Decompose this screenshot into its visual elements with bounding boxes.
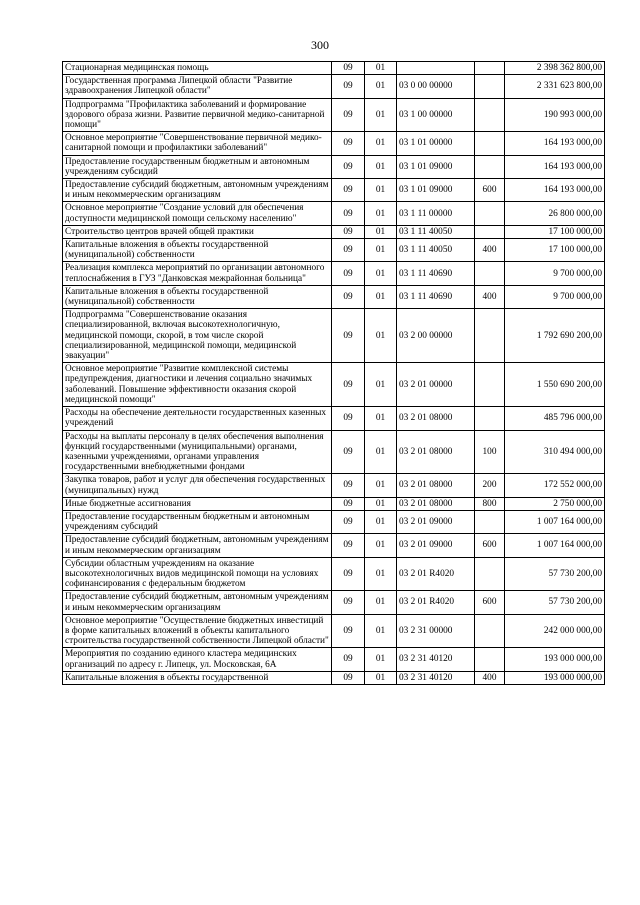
row-type-cell <box>475 648 505 671</box>
row-name-cell: Субсидии областным учреждениям на оказание высокотехнологичных видов медицинской помощи на условиях софинансирования с федеральным бюджетом <box>63 557 332 591</box>
row-amount-cell: 242 000 000,00 <box>505 614 605 648</box>
row-section-cell: 09 <box>332 309 365 363</box>
table-row <box>63 648 605 671</box>
row-amount-cell: 2 331 623 800,00 <box>505 75 605 98</box>
row-code-cell: 03 1 11 40050 <box>397 225 475 238</box>
row-subsection-cell: 01 <box>365 497 397 510</box>
row-name-cell: Предоставление государственным бюджетным и автономным учреждениям субсидий <box>63 155 332 178</box>
row-section-cell: 09 <box>332 648 365 671</box>
row-code-cell: 03 2 01 R4020 <box>397 557 475 591</box>
budget-table-body <box>63 62 605 685</box>
row-section-cell: 09 <box>332 557 365 591</box>
row-subsection-cell: 01 <box>365 202 397 225</box>
row-amount-cell: 2 398 362 800,00 <box>505 62 605 75</box>
row-amount-cell: 193 000 000,00 <box>505 648 605 671</box>
table-row <box>63 557 605 591</box>
row-section-cell: 09 <box>332 614 365 648</box>
row-type-cell <box>475 62 505 75</box>
row-name-cell: Стационарная медицинская помощь <box>63 62 332 75</box>
row-subsection-cell: 01 <box>365 132 397 155</box>
row-amount-cell: 2 750 000,00 <box>505 497 605 510</box>
row-type-cell <box>475 510 505 533</box>
row-amount-cell: 172 552 000,00 <box>505 474 605 497</box>
row-code-cell: 03 2 01 08000 <box>397 474 475 497</box>
row-type-cell: 100 <box>475 430 505 474</box>
row-code-cell: 03 1 11 00000 <box>397 202 475 225</box>
row-section-cell: 09 <box>332 285 365 308</box>
row-amount-cell: 485 796 000,00 <box>505 407 605 430</box>
row-type-cell <box>475 75 505 98</box>
row-amount-cell: 17 100 000,00 <box>505 239 605 262</box>
row-code-cell: 03 1 11 40690 <box>397 262 475 285</box>
row-section-cell: 09 <box>332 262 365 285</box>
row-subsection-cell: 01 <box>365 75 397 98</box>
table-row <box>63 614 605 648</box>
row-name-cell: Закупка товаров, работ и услуг для обеспечения государственных (муниципальных) нужд <box>63 474 332 497</box>
row-section-cell: 09 <box>332 430 365 474</box>
row-code-cell: 03 2 01 00000 <box>397 363 475 407</box>
row-type-cell: 600 <box>475 179 505 202</box>
row-type-cell <box>475 202 505 225</box>
row-code-cell: 03 2 01 08000 <box>397 497 475 510</box>
row-section-cell: 09 <box>332 591 365 614</box>
row-amount-cell: 1 007 164 000,00 <box>505 534 605 557</box>
row-name-cell: Подпрограмма "Совершенствование оказания специализированной, включая высокотехнологичную, медицинской помощи, скорой, в том числе скорой специализированной, медицинской помощи, медицинской эвакуации" <box>63 309 332 363</box>
row-subsection-cell: 01 <box>365 155 397 178</box>
row-name-cell: Расходы на выплаты персоналу в целях обеспечения выполнения функций государственными (муниципальными) органами, казенными учреждениями, органами управления государственными внебюджетными фондами <box>63 430 332 474</box>
row-code-cell: 03 2 01 R4020 <box>397 591 475 614</box>
table-row <box>63 474 605 497</box>
row-amount-cell: 310 494 000,00 <box>505 430 605 474</box>
row-name-cell: Подпрограмма "Профилактика заболеваний и формирование здорового образа жизни. Развитие первичной медико-санитарной помощи" <box>63 98 332 132</box>
row-name-cell: Расходы на обеспечение деятельности государственных казенных учреждений <box>63 407 332 430</box>
row-name-cell: Капитальные вложения в объекты государственной <box>63 671 332 684</box>
row-subsection-cell: 01 <box>365 430 397 474</box>
row-section-cell: 09 <box>332 534 365 557</box>
row-amount-cell: 1 792 690 200,00 <box>505 309 605 363</box>
row-name-cell: Предоставление субсидий бюджетным, автономным учреждениям и иным некоммерческим организациям <box>63 534 332 557</box>
table-row <box>63 430 605 474</box>
row-name-cell: Основное мероприятие "Осуществление бюджетных инвестиций в форме капитальных вложений в объекты капитального строительства государственной собственности Липецкой области" <box>63 614 332 648</box>
row-amount-cell: 164 193 000,00 <box>505 155 605 178</box>
row-section-cell: 09 <box>332 179 365 202</box>
row-amount-cell: 193 000 000,00 <box>505 671 605 684</box>
row-name-cell: Капитальные вложения в объекты государственной (муниципальной) собственности <box>63 285 332 308</box>
row-code-cell: 03 2 31 40120 <box>397 648 475 671</box>
row-name-cell: Капитальные вложения в объекты государственной (муниципальной) собственности <box>63 239 332 262</box>
row-name-cell: Строительство центров врачей общей практики <box>63 225 332 238</box>
row-type-cell <box>475 225 505 238</box>
row-amount-cell: 9 700 000,00 <box>505 262 605 285</box>
row-section-cell: 09 <box>332 510 365 533</box>
row-code-cell: 03 1 01 09000 <box>397 155 475 178</box>
row-code-cell: 03 1 11 40690 <box>397 285 475 308</box>
row-amount-cell: 190 993 000,00 <box>505 98 605 132</box>
row-type-cell <box>475 262 505 285</box>
row-section-cell: 09 <box>332 225 365 238</box>
row-amount-cell: 9 700 000,00 <box>505 285 605 308</box>
row-section-cell: 09 <box>332 497 365 510</box>
row-type-cell <box>475 407 505 430</box>
row-code-cell: 03 2 01 08000 <box>397 407 475 430</box>
table-row <box>63 534 605 557</box>
row-type-cell: 400 <box>475 285 505 308</box>
row-type-cell: 200 <box>475 474 505 497</box>
row-subsection-cell: 01 <box>365 62 397 75</box>
row-amount-cell: 57 730 200,00 <box>505 557 605 591</box>
row-subsection-cell: 01 <box>365 510 397 533</box>
row-section-cell: 09 <box>332 62 365 75</box>
row-subsection-cell: 01 <box>365 179 397 202</box>
budget-table <box>62 61 605 685</box>
table-row <box>63 309 605 363</box>
row-name-cell: Государственная программа Липецкой области "Развитие здравоохранения Липецкой области" <box>63 75 332 98</box>
row-type-cell: 800 <box>475 497 505 510</box>
row-subsection-cell: 01 <box>365 225 397 238</box>
row-code-cell: 03 2 01 08000 <box>397 430 475 474</box>
row-code-cell: 03 0 00 00000 <box>397 75 475 98</box>
row-subsection-cell: 01 <box>365 407 397 430</box>
row-section-cell: 09 <box>332 75 365 98</box>
row-subsection-cell: 01 <box>365 557 397 591</box>
row-section-cell: 09 <box>332 98 365 132</box>
table-row <box>63 262 605 285</box>
row-type-cell: 600 <box>475 591 505 614</box>
row-name-cell: Мероприятия по созданию единого кластера медицинских организаций по адресу г. Липецк, ул. Московская, 6А <box>63 648 332 671</box>
row-section-cell: 09 <box>332 407 365 430</box>
row-code-cell: 03 2 01 09000 <box>397 510 475 533</box>
table-row <box>63 510 605 533</box>
row-code-cell: 03 2 31 40120 <box>397 671 475 684</box>
row-name-cell: Иные бюджетные ассигнования <box>63 497 332 510</box>
row-type-cell <box>475 363 505 407</box>
table-row <box>63 239 605 262</box>
row-section-cell: 09 <box>332 239 365 262</box>
row-subsection-cell: 01 <box>365 474 397 497</box>
table-row <box>63 497 605 510</box>
row-subsection-cell: 01 <box>365 309 397 363</box>
row-subsection-cell: 01 <box>365 614 397 648</box>
row-section-cell: 09 <box>332 202 365 225</box>
row-section-cell: 09 <box>332 363 365 407</box>
row-subsection-cell: 01 <box>365 591 397 614</box>
row-subsection-cell: 01 <box>365 671 397 684</box>
row-code-cell: 03 1 01 09000 <box>397 179 475 202</box>
table-row <box>63 155 605 178</box>
row-code-cell: 03 2 00 00000 <box>397 309 475 363</box>
row-amount-cell: 26 800 000,00 <box>505 202 605 225</box>
row-name-cell: Основное мероприятие "Совершенствование первичной медико-санитарной помощи и профилактики заболеваний" <box>63 132 332 155</box>
row-name-cell: Предоставление субсидий бюджетным, автономным учреждениям и иным некоммерческим организациям <box>63 591 332 614</box>
table-row <box>63 132 605 155</box>
row-amount-cell: 17 100 000,00 <box>505 225 605 238</box>
row-type-cell <box>475 557 505 591</box>
row-section-cell: 09 <box>332 671 365 684</box>
row-amount-cell: 1 007 164 000,00 <box>505 510 605 533</box>
row-subsection-cell: 01 <box>365 363 397 407</box>
row-name-cell: Реализация комплекса мероприятий по организации автономного теплоснабжения в ГУЗ "Данковская межрайонная больница" <box>63 262 332 285</box>
table-row <box>63 671 605 684</box>
row-code-cell <box>397 62 475 75</box>
row-subsection-cell: 01 <box>365 98 397 132</box>
row-section-cell: 09 <box>332 132 365 155</box>
row-type-cell: 400 <box>475 239 505 262</box>
table-row <box>63 98 605 132</box>
row-type-cell <box>475 155 505 178</box>
page-number: 300 <box>311 38 329 52</box>
row-name-cell: Предоставление государственным бюджетным и автономным учреждениям субсидий <box>63 510 332 533</box>
table-row <box>63 75 605 98</box>
row-section-cell: 09 <box>332 155 365 178</box>
row-type-cell <box>475 614 505 648</box>
table-row <box>63 202 605 225</box>
row-type-cell: 400 <box>475 671 505 684</box>
table-row <box>63 225 605 238</box>
row-amount-cell: 164 193 000,00 <box>505 132 605 155</box>
table-row <box>63 363 605 407</box>
row-code-cell: 03 1 11 40050 <box>397 239 475 262</box>
row-code-cell: 03 1 00 00000 <box>397 98 475 132</box>
row-subsection-cell: 01 <box>365 239 397 262</box>
row-subsection-cell: 01 <box>365 534 397 557</box>
row-amount-cell: 164 193 000,00 <box>505 179 605 202</box>
row-type-cell <box>475 309 505 363</box>
row-code-cell: 03 1 01 00000 <box>397 132 475 155</box>
row-section-cell: 09 <box>332 474 365 497</box>
row-amount-cell: 57 730 200,00 <box>505 591 605 614</box>
row-subsection-cell: 01 <box>365 262 397 285</box>
row-name-cell: Предоставление субсидий бюджетным, автономным учреждениям и иным некоммерческим организациям <box>63 179 332 202</box>
row-name-cell: Основное мероприятие "Создание условий для обеспечения доступности медицинской помощи сельскому населению" <box>63 202 332 225</box>
row-name-cell: Основное мероприятие "Развитие комплексной системы предупреждения, диагностики и лечения социально значимых заболеваний. Повышение эффективности оказания скорой медицинской помощи" <box>63 363 332 407</box>
table-row <box>63 62 605 75</box>
row-subsection-cell: 01 <box>365 648 397 671</box>
row-subsection-cell: 01 <box>365 285 397 308</box>
row-code-cell: 03 2 31 00000 <box>397 614 475 648</box>
row-code-cell: 03 2 01 09000 <box>397 534 475 557</box>
row-amount-cell: 1 550 690 200,00 <box>505 363 605 407</box>
table-row <box>63 591 605 614</box>
table-row <box>63 407 605 430</box>
row-type-cell: 600 <box>475 534 505 557</box>
row-type-cell <box>475 98 505 132</box>
table-row <box>63 285 605 308</box>
table-row <box>63 179 605 202</box>
row-type-cell <box>475 132 505 155</box>
